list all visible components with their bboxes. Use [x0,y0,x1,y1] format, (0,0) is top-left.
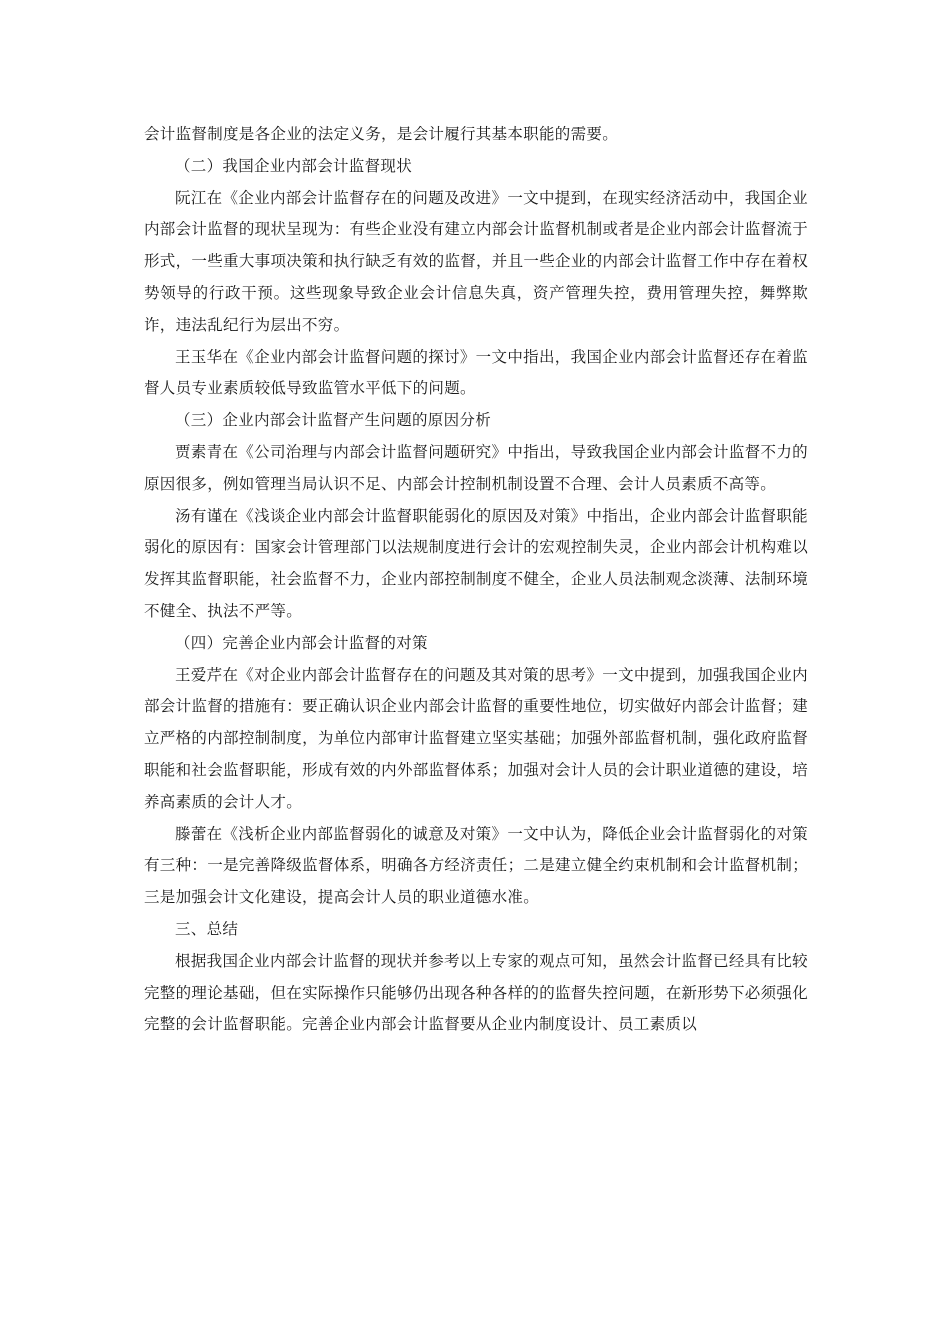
paragraph-continuation: 会计监督制度是各企业的法定义务，是会计履行其基本职能的需要。 [144,125,619,143]
paragraph-tang-youjin: 汤有谨在《浅谈企业内部会计监督职能弱化的原因及对策》中指出，企业内部会计监督职能弱化的原因有：国家会计管理部门以法规制度进行会计的宏观控制失灵，企业内部会计机构难以发挥其监督职能，社会监督不力，企业内部控制制度不健全，企业人员法制观念淡薄、法制环境不健全、执法不严等。 [144,506,808,620]
section-heading-status: （二）我国企业内部会计监督现状 [175,156,413,175]
paragraph-ruan-jiang: 阮江在《企业内部会计监督存在的问题及改进》一文中提到，在现实经济活动中，我国企业内部会计监督的现状呈现为：有些企业没有建立内部会计监督机制或者是企业内部会计监督流于形式，一些重大事项决策和执行缺乏有效的监督，并且一些企业的内部会计监督工作中存在着权势领导的行政干预。这些现象导致企业会计信息失真，资产管理失控，费用管理失控，舞弊欺诈，违法乱纪行为层出不穷。 [144,188,808,334]
section-heading-causes: （三）企业内部会计监督产生问题的原因分析 [175,411,492,430]
paragraph-teng-lei: 滕蕾在《浅析企业内部监督弱化的诚意及对策》一文中认为，降低企业会计监督弱化的对策有三种：一是完善降级监督体系，明确各方经济责任；二是建立健全约束机制和会计监督机制；三是加强会计文化建设，提高会计人员的职业道德水准。 [144,824,808,907]
document-body [144,119,808,1041]
section-heading-summary: 三、总结 [175,919,239,938]
paragraph-wang-aiqin: 王爱芹在《对企业内部会计监督存在的问题及其对策的思考》一文中提到，加强我国企业内部会计监督的措施有：要正确认识企业内部会计监督的重要性地位，切实做好内部会计监督；建立严格的内部控制制度，为单位内部审计监督建立坚实基础；加强外部监督机制，强化政府监督职能和社会监督职能，形成有效的内外部监督体系；加强对会计人员的会计职业道德的建设，培养高素质的会计人才。 [144,665,808,811]
paragraph-jia-suqing: 贾素青在《公司治理与内部会计监督问题研究》中指出，导致我国企业内部会计监督不力的原因很多，例如管理当局认识不足、内部会计控制机制设置不合理、会计人员素质不高等。 [144,442,808,493]
paragraph-wang-yuhua: 王玉华在《企业内部会计监督问题的探讨》一文中指出，我国企业内部会计监督还存在着监督人员专业素质较低导致监管水平低下的问题。 [144,347,808,398]
paragraph-summary: 根据我国企业内部会计监督的现状并参考以上专家的观点可知，虽然会计监督已经具有比较完整的理论基础，但在实际操作只能够仍出现各种各样的的监督失控问题，在新形势下必须强化完整的会计监督职能。完善企业内部会计监督要从企业内制度设计、员工素质以 [144,951,808,1034]
section-heading-measures: （四）完善企业内部会计监督的对策 [175,633,428,652]
